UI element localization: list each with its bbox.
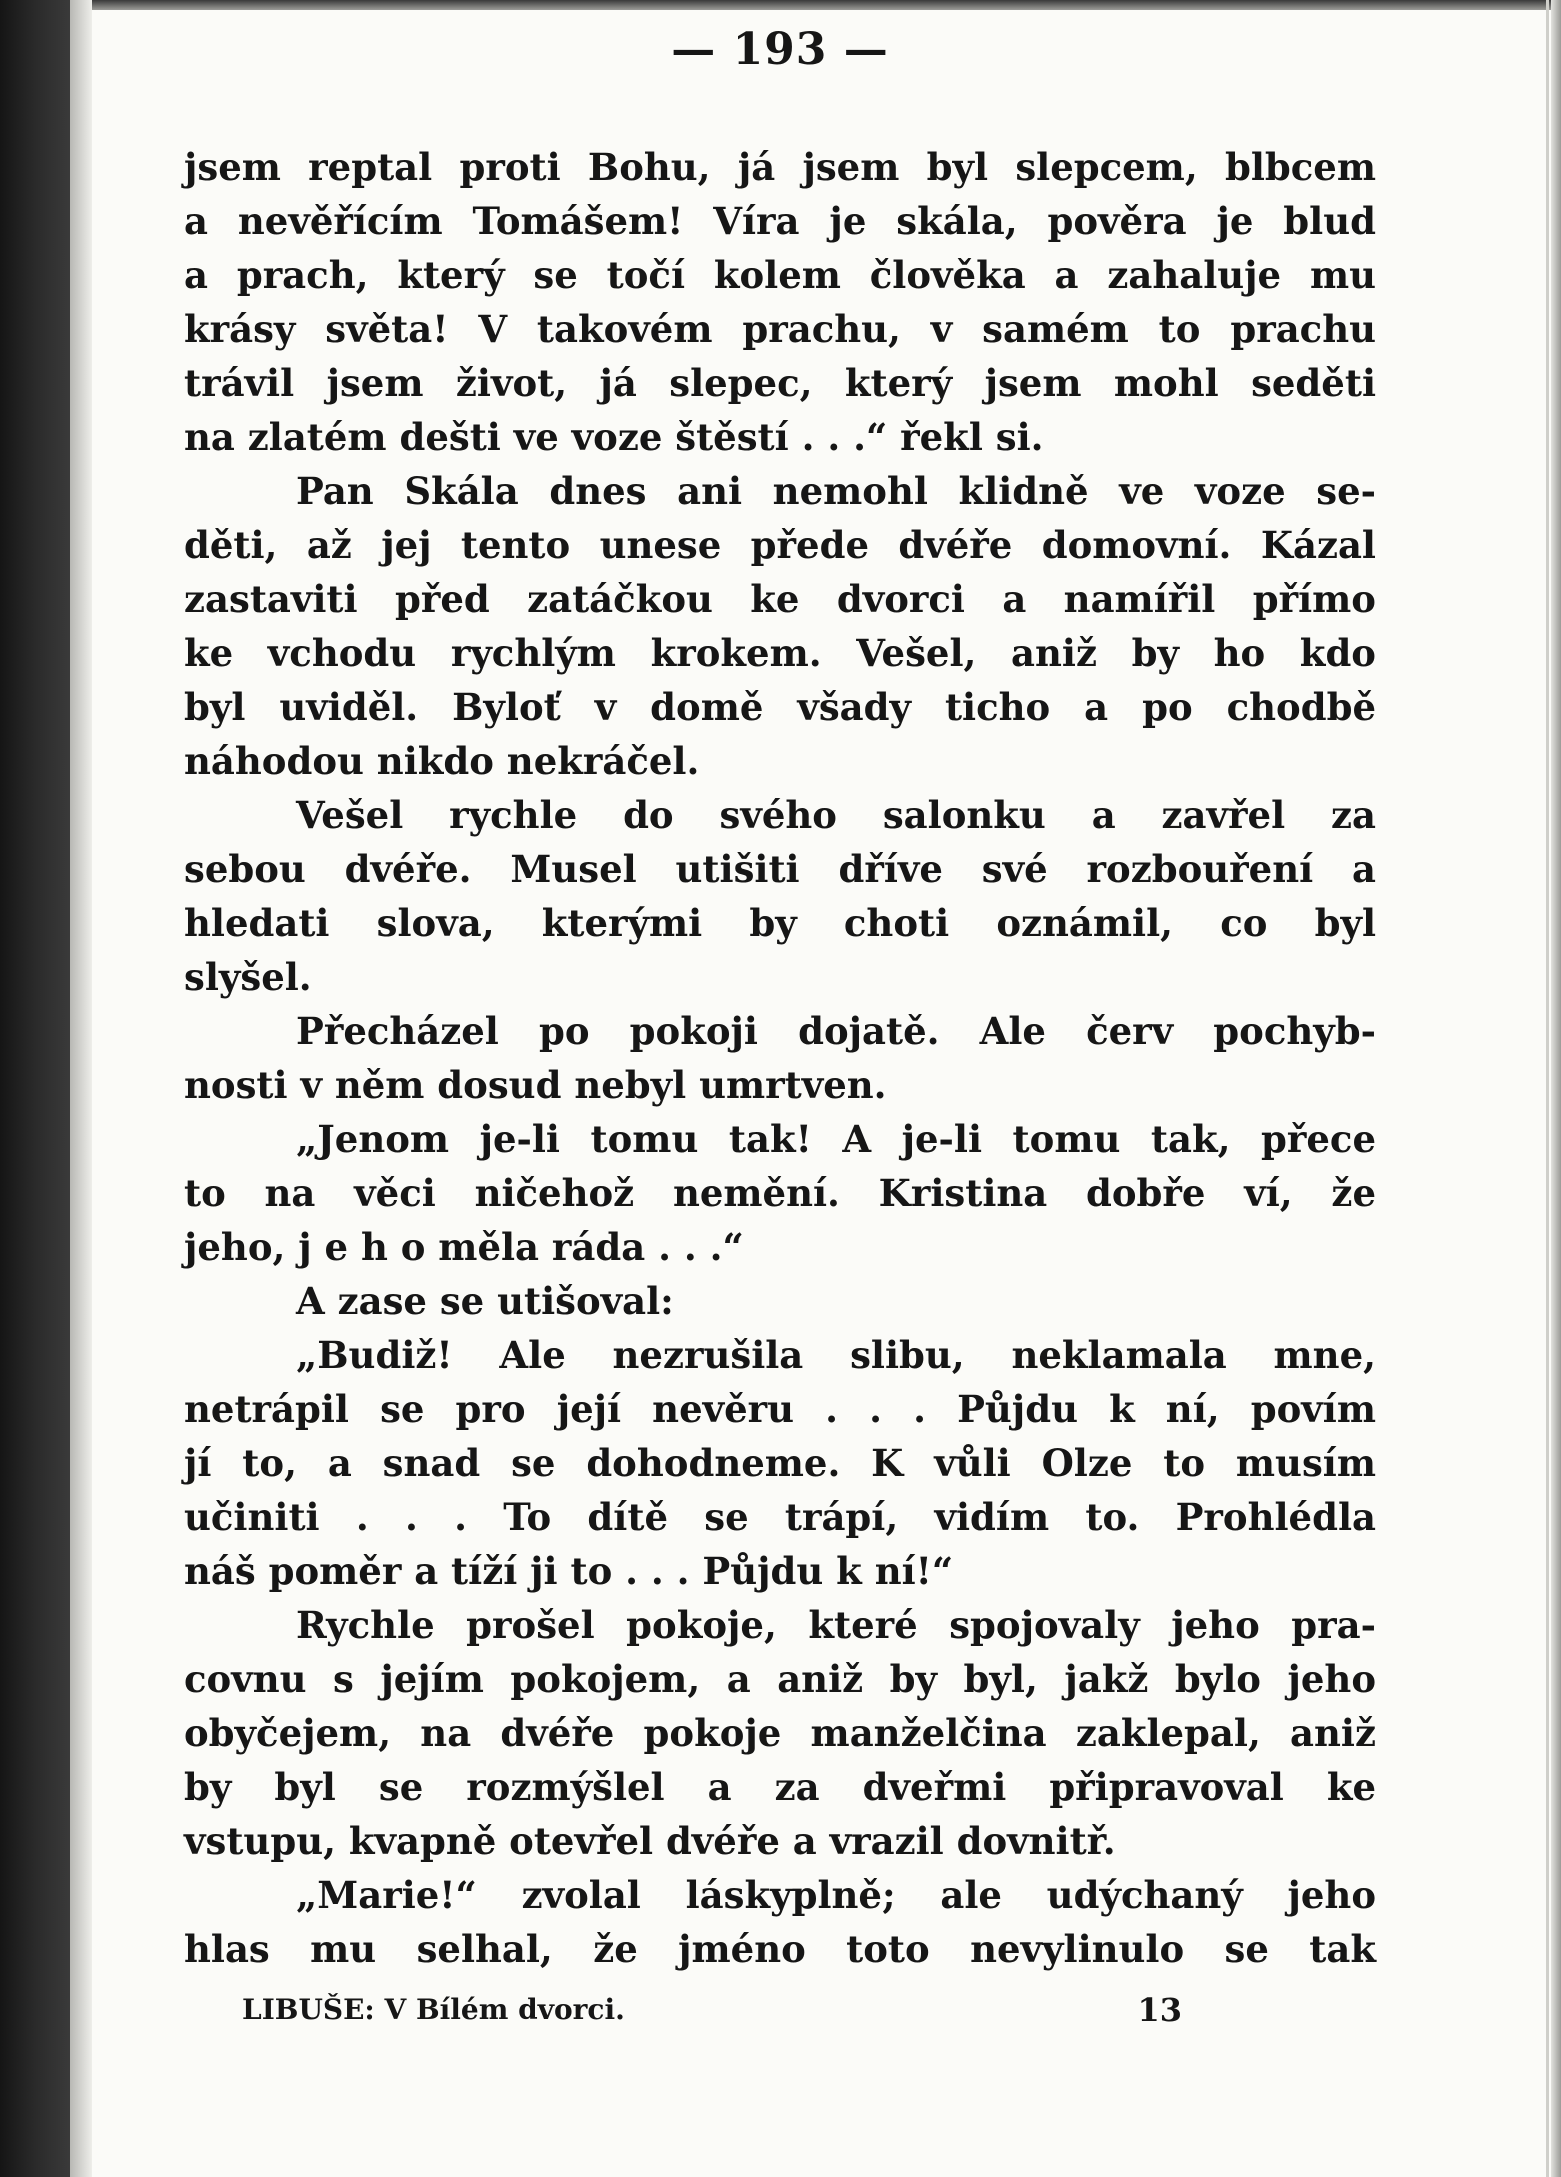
paragraph <box>184 140 1376 464</box>
text-line: náš poměr a tíží ji to . . . Půjdu k ní!“ <box>184 1549 954 1593</box>
book-page <box>184 18 1376 1976</box>
binding-shadow <box>70 0 92 2177</box>
book-binding-edge <box>0 0 70 2177</box>
text-line: to na věci ničehož nemění. Kristina dobře ví, že <box>184 1171 1376 1215</box>
text-line: jeho, j e h o měla ráda . . .“ <box>184 1225 744 1269</box>
text-line: Vešel rychle do svého salonku a zavřel za <box>296 793 1376 837</box>
text-line: byl uviděl. Byloť v domě všady ticho a po chodbě <box>184 685 1376 729</box>
footer-sheet-number: 13 <box>1137 1991 1182 2029</box>
text-line: by byl se rozmýšlel a za dveřmi připravoval ke <box>184 1765 1376 1809</box>
text-line: slyšel. <box>184 955 312 999</box>
text-line: děti, až jej tento unese přede dvéře domovní. Kázal <box>184 523 1376 567</box>
page-number: — 193 — <box>671 24 889 75</box>
paragraph <box>184 464 1376 788</box>
text-line: náhodou nikdo nekráčel. <box>184 739 700 783</box>
text-line: jsem reptal proti Bohu, já jsem byl slepcem, blbcem <box>184 145 1376 189</box>
page-footer <box>242 1990 1182 2030</box>
text-line: hlas mu selhal, že jméno toto nevylinulo se tak <box>184 1927 1376 1971</box>
paragraph <box>184 1274 1376 1328</box>
page-body-text <box>184 140 1376 1976</box>
text-line: Rychle prošel pokoje, které spojovaly jeho pra- <box>296 1603 1376 1647</box>
paragraph <box>184 1004 1376 1112</box>
text-line: „Marie!“ zvolal láskyplně; ale udýchaný jeho <box>296 1873 1376 1917</box>
text-line: Pan Skála dnes ani nemohl klidně ve voze se- <box>296 469 1376 513</box>
text-line: zastaviti před zatáčkou ke dvorci a namířil přímo <box>184 577 1376 621</box>
text-line: netrápil se pro její nevěru . . . Půjdu k ní, povím <box>184 1387 1376 1431</box>
right-scan-line <box>1546 0 1549 2177</box>
text-line: a nevěřícím Tomášem! Víra je skála, pověra je blud <box>184 199 1376 243</box>
paragraph <box>184 1328 1376 1598</box>
paragraph <box>184 1598 1376 1868</box>
text-line: trávil jsem život, já slepec, který jsem mohl seděti <box>184 361 1376 405</box>
text-line: jí to, a snad se dohodneme. K vůli Olze to musím <box>184 1441 1376 1485</box>
text-line: hledati slova, kterými by choti oznámil, co byl <box>184 901 1376 945</box>
text-line: krásy světa! V takovém prachu, v samém to prachu <box>184 307 1376 351</box>
text-line: obyčejem, na dvéře pokoje manželčina zaklepal, aniž <box>184 1711 1376 1755</box>
text-line: na zlatém dešti ve voze štěstí . . .“ řekl si. <box>184 415 1044 459</box>
text-line: učiniti . . . To dítě se trápí, vidím to. Prohlédla <box>184 1495 1376 1539</box>
text-line: Přecházel po pokoji dojatě. Ale červ pochyb- <box>296 1009 1376 1053</box>
text-line: nosti v něm dosud nebyl umrtven. <box>184 1063 887 1107</box>
text-line: „Budiž! Ale nezrušila slibu, neklamala mne, <box>296 1333 1376 1377</box>
text-line: vstupu, kvapně otevřel dvéře a vrazil dovnitř. <box>184 1819 1116 1863</box>
text-line: ke vchodu rychlým krokem. Vešel, aniž by ho kdo <box>184 631 1376 675</box>
paragraph <box>184 788 1376 1004</box>
text-line: covnu s jejím pokojem, a aniž by byl, jakž bylo jeho <box>184 1657 1376 1701</box>
paragraph <box>184 1112 1376 1274</box>
footer-signature: LIBUŠE: V Bílém dvorci. <box>242 1993 625 2026</box>
top-scan-edge <box>92 0 1551 10</box>
text-line: A zase se utišoval: <box>296 1279 674 1323</box>
text-line: „Jenom je-li tomu tak! A je-li tomu tak, přece <box>296 1117 1376 1161</box>
text-line: sebou dvéře. Musel utišiti dříve své rozbouření a <box>184 847 1376 891</box>
paragraph <box>184 1868 1376 1976</box>
right-scan-edge <box>1551 0 1561 2177</box>
text-line: a prach, který se točí kolem člověka a zahaluje mu <box>184 253 1376 297</box>
